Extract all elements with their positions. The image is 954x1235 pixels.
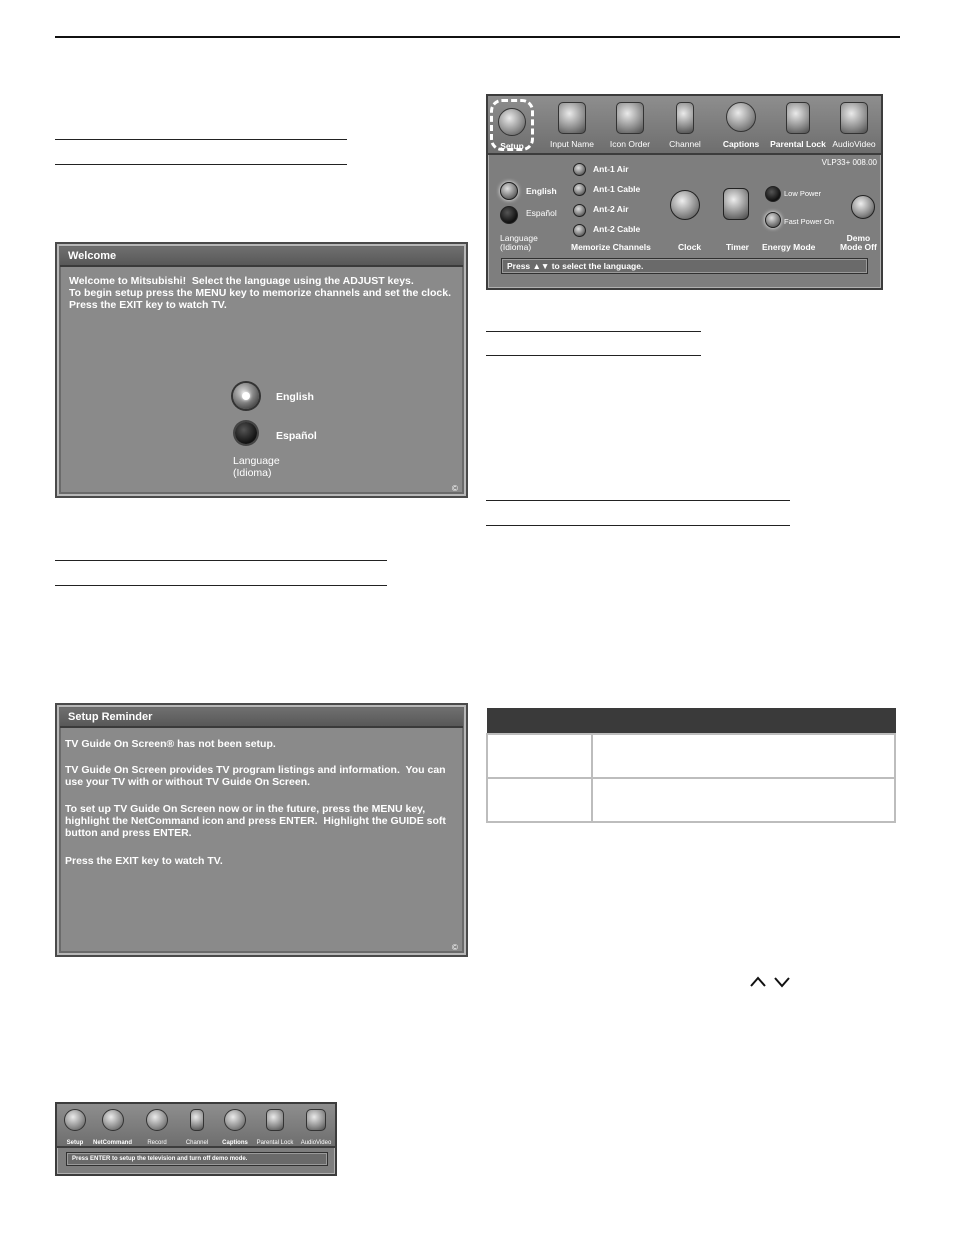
- heading-rule: [55, 164, 347, 165]
- menu-item-netcommand[interactable]: NetCommand: [90, 1109, 135, 1149]
- lock-icon: [266, 1109, 284, 1131]
- channel-label: Ant-1 Cable: [593, 184, 641, 194]
- clock-label: Clock: [678, 242, 702, 252]
- energy-mode-label: Energy Mode: [762, 242, 816, 252]
- english-radio[interactable]: [500, 182, 518, 200]
- menu-item-input-name[interactable]: Input Name: [544, 102, 600, 152]
- setup-icon: [64, 1109, 86, 1131]
- low-power-label: Low Power: [784, 189, 822, 198]
- netcommand-icon: [102, 1109, 124, 1131]
- menu-item-setup[interactable]: Setup: [490, 99, 534, 151]
- channel-radio[interactable]: [573, 204, 586, 217]
- lock-icon: [786, 102, 810, 134]
- channel-radio[interactable]: [573, 183, 586, 196]
- reminder-paragraph: Press the EXIT key to watch TV.: [65, 855, 223, 867]
- heading-rule: [486, 331, 701, 332]
- copyright-icon: ©: [452, 484, 458, 493]
- demo-mode-label: Demo Mode Off: [840, 233, 877, 252]
- language-label: Language (Idioma): [500, 233, 538, 252]
- low-power-radio[interactable]: [765, 186, 781, 202]
- setup-icon: [498, 108, 526, 136]
- table-header-cell: [592, 709, 895, 735]
- channel-radio[interactable]: [573, 163, 586, 176]
- question-icon: [558, 102, 586, 134]
- channel-radio[interactable]: [573, 224, 586, 237]
- reference-table: [486, 708, 896, 823]
- reminder-paragraph: To set up TV Guide On Screen now or in the future, press the MENU key, highlight the NetCommand icon and press ENTER. Highlight the GUIDE soft button and press ENTER.: [65, 803, 449, 839]
- table-cell: [487, 778, 592, 822]
- english-radio[interactable]: [233, 383, 259, 409]
- espanol-radio[interactable]: [500, 206, 518, 224]
- welcome-line: Press the EXIT key to watch TV.: [69, 299, 227, 311]
- heading-rule: [486, 500, 790, 501]
- menu-item-icon-order[interactable]: Icon Order: [602, 102, 658, 152]
- welcome-screen: [55, 242, 468, 498]
- timer-label: Timer: [726, 242, 749, 252]
- english-label: English: [276, 391, 314, 403]
- menu-item-parental-lock[interactable]: Parental Lock: [253, 1109, 297, 1149]
- channel-label: Ant-1 Air: [593, 164, 629, 174]
- setup-menu: [486, 94, 883, 290]
- heading-rule: [486, 525, 790, 526]
- table-cell: [592, 778, 895, 822]
- model-version: VLP33+ 008.00: [821, 158, 877, 167]
- menu-item-channel[interactable]: Channel: [660, 102, 710, 152]
- table-cell: [487, 734, 592, 778]
- menu-item-captions[interactable]: Captions: [716, 102, 766, 150]
- captions-icon: [224, 1109, 246, 1131]
- reminder-paragraph: TV Guide On Screen provides TV program listings and information. You can use your TV with or without TV Guide On Screen.: [65, 764, 449, 788]
- heading-rule: [486, 355, 701, 356]
- setup-status-bar: Press ▲▼ to select the language.: [501, 258, 868, 274]
- chevron-up-icon: [751, 978, 765, 986]
- menu-item-parental-lock[interactable]: Parental Lock: [768, 102, 828, 152]
- arrow-icons: [748, 973, 796, 989]
- clock-icon[interactable]: [670, 190, 700, 220]
- menu-item-audiovideo[interactable]: AudioVideo: [828, 102, 880, 152]
- menu-item-captions[interactable]: Captions: [217, 1109, 253, 1149]
- menu-item-channel[interactable]: Channel: [179, 1109, 215, 1149]
- heading-rule: [55, 560, 387, 561]
- menu-item-setup[interactable]: Setup: [61, 1109, 89, 1149]
- copyright-icon: ©: [452, 943, 458, 952]
- setup-reminder-screen: [55, 703, 468, 957]
- menu-item-audiovideo[interactable]: AudioVideo: [298, 1109, 334, 1149]
- welcome-line: Welcome to Mitsubishi! Select the language using the ADJUST keys.: [69, 275, 414, 287]
- channel-label: Ant-2 Cable: [593, 224, 641, 234]
- captions-icon: [726, 102, 756, 132]
- demo-icon[interactable]: [851, 195, 875, 219]
- channel-updown-icon: [676, 102, 694, 134]
- heading-rule: [55, 139, 347, 140]
- fast-power-radio[interactable]: [765, 212, 781, 228]
- table-header-cell: [487, 709, 592, 735]
- audiovideo-icon: [306, 1109, 326, 1131]
- reminder-paragraph: TV Guide On Screen® has not been setup.: [65, 738, 276, 750]
- menu-item-record[interactable]: Record: [139, 1109, 175, 1149]
- channel-icon: [190, 1109, 204, 1131]
- channel-label: Ant-2 Air: [593, 204, 629, 214]
- demo-menu: [55, 1102, 337, 1176]
- welcome-title: Welcome: [60, 247, 463, 267]
- icon-order-icon: [616, 102, 644, 134]
- reminder-title: Setup Reminder: [60, 708, 463, 728]
- espanol-radio[interactable]: [235, 422, 257, 444]
- demo-status-bar: Press ENTER to setup the television and turn off demo mode.: [66, 1152, 328, 1166]
- chevron-down-icon: [775, 978, 789, 986]
- heading-rule: [55, 585, 387, 586]
- table-row: [487, 734, 895, 778]
- memorize-channels-label: Memorize Channels: [571, 242, 651, 252]
- table-cell: [592, 734, 895, 778]
- header-rule: [55, 36, 900, 38]
- speaker-icon: [840, 102, 868, 134]
- welcome-line: To begin setup press the MENU key to memorize channels and set the clock.: [69, 287, 451, 299]
- record-icon: [146, 1109, 168, 1131]
- table-row: [487, 778, 895, 822]
- language-label: Language (Idioma): [233, 455, 280, 479]
- english-label: English: [526, 186, 557, 196]
- espanol-label: Español: [276, 430, 317, 442]
- espanol-label: Español: [526, 208, 557, 218]
- fast-power-label: Fast Power On: [784, 217, 835, 226]
- timer-icon[interactable]: [723, 188, 749, 220]
